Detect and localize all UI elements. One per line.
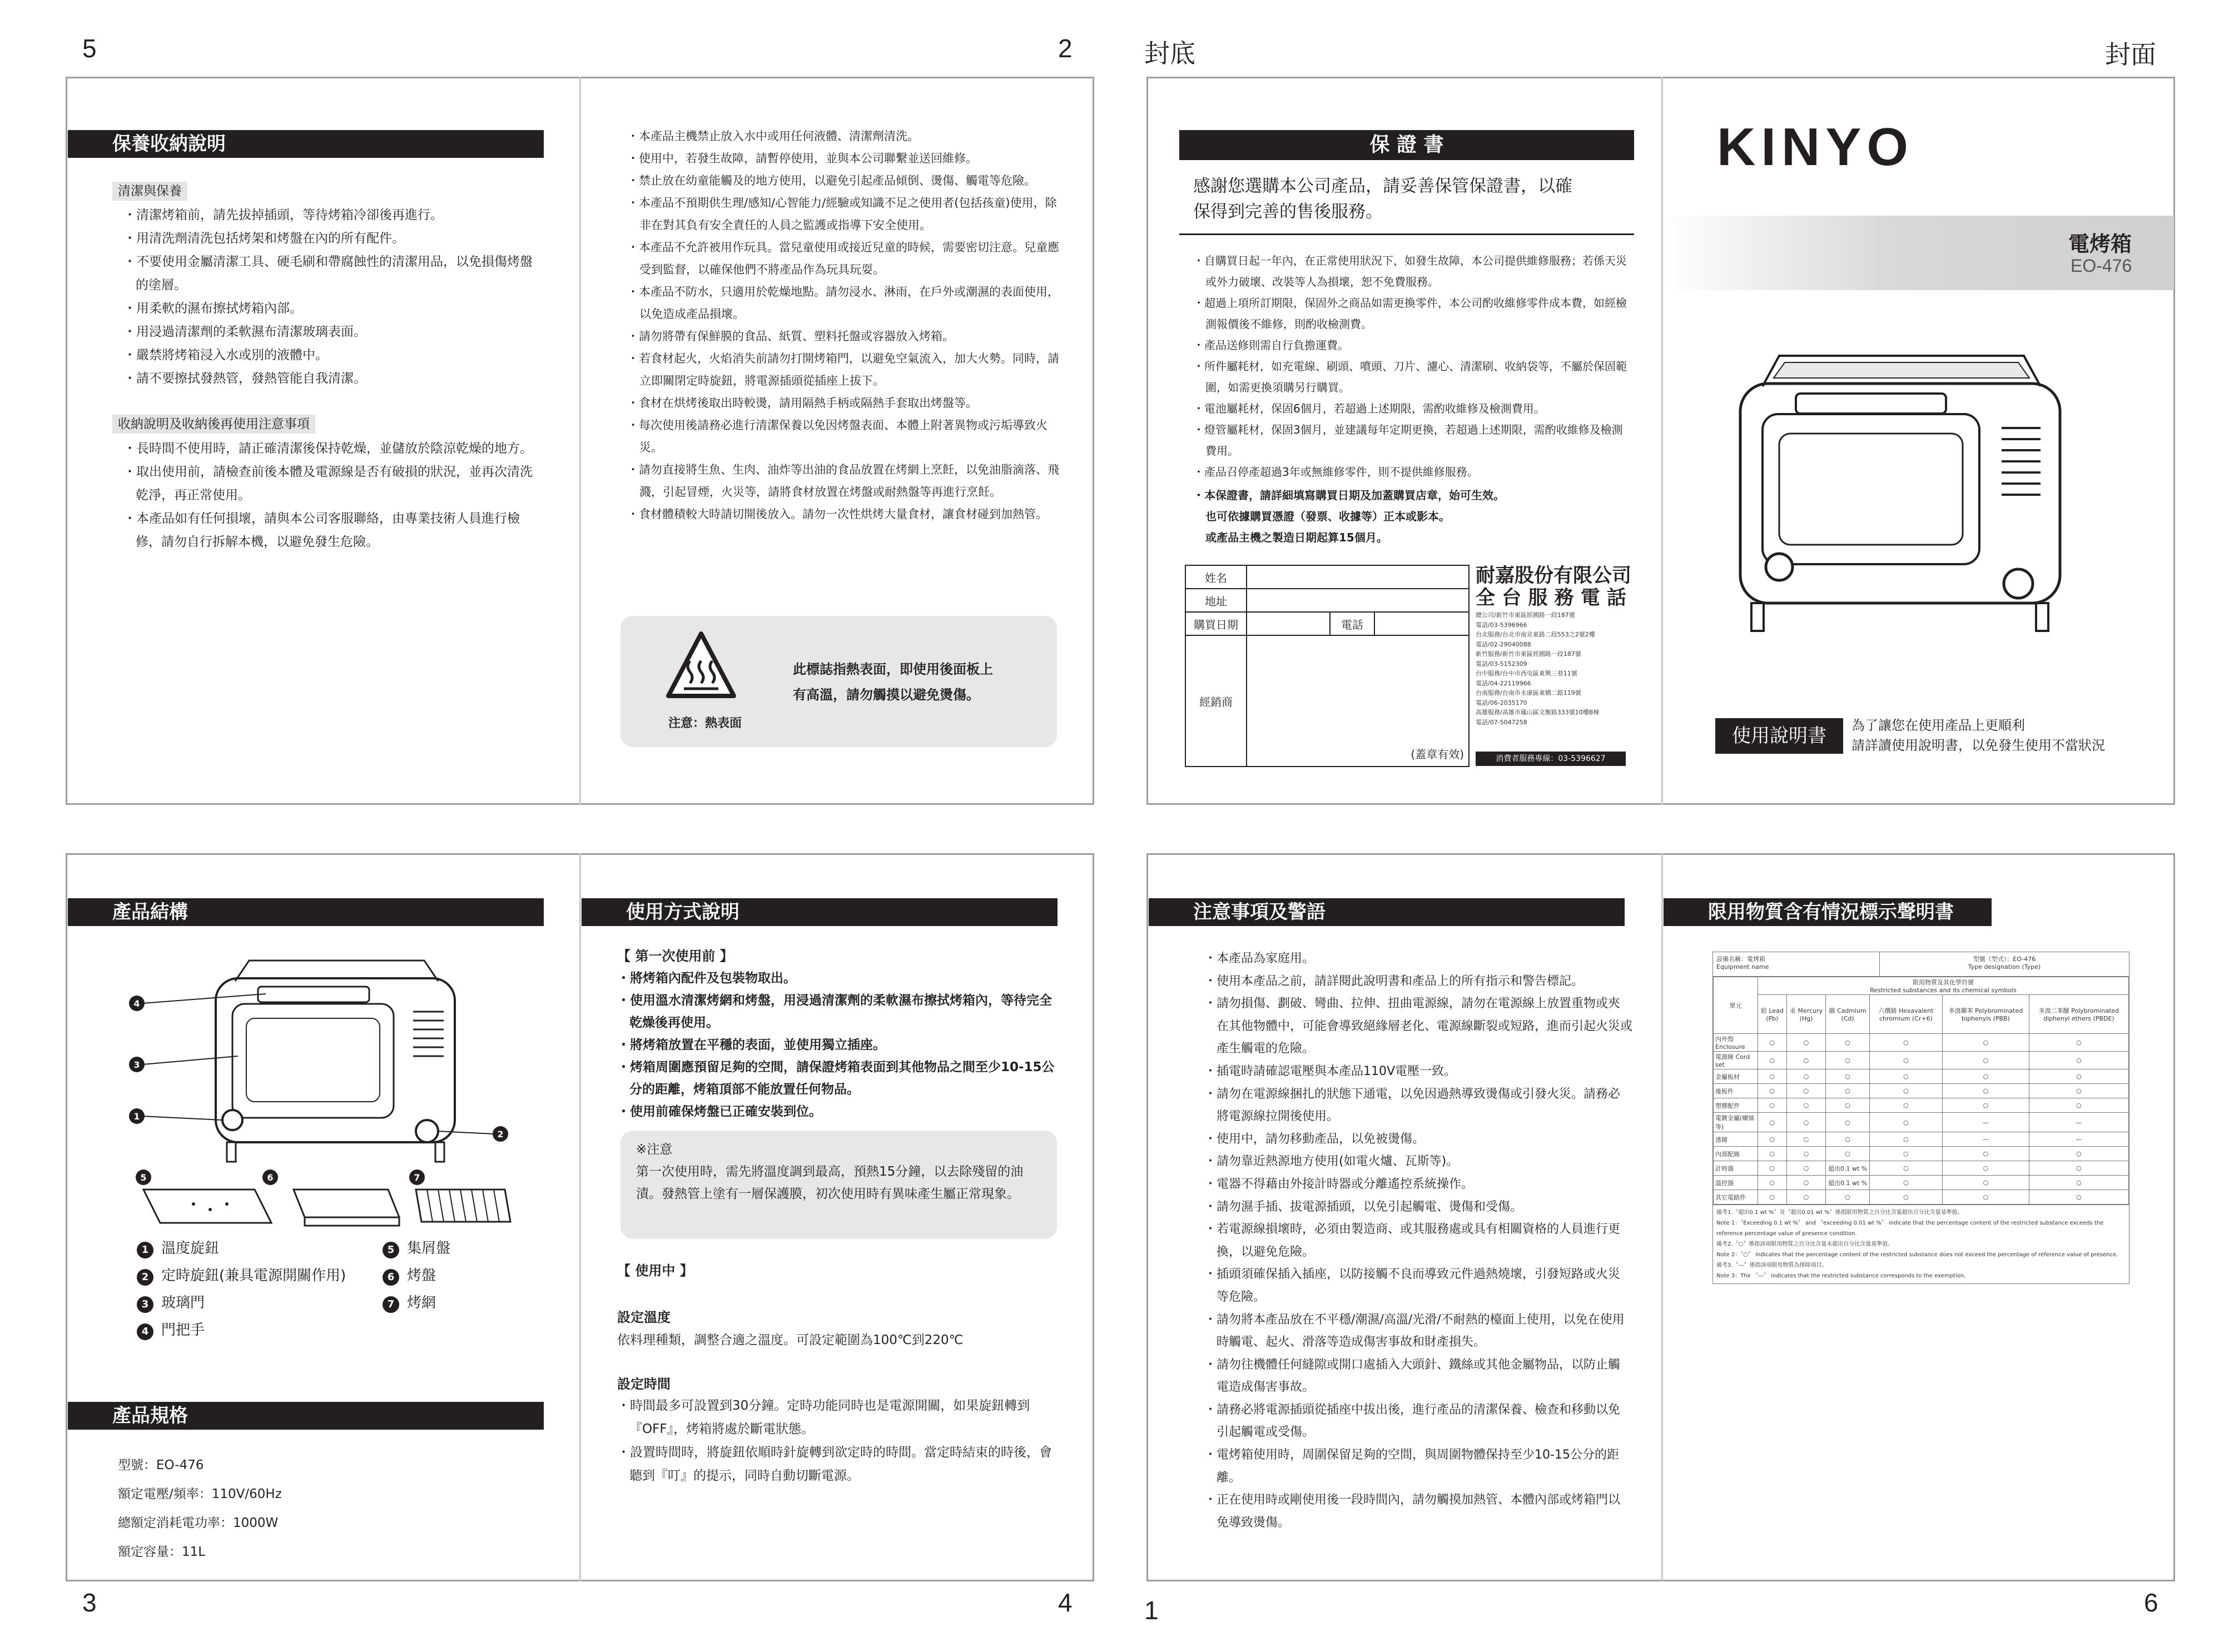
parts-list-left (137, 1235, 346, 1344)
company-name: 耐嘉股份有限公司 (1476, 565, 1632, 587)
warnings-list (1204, 948, 1632, 1534)
in-use-title: 【 使用中 】 (617, 1263, 693, 1278)
rohs-note: 備考2.〝○〞係指該項限用物質之百分比含量未超出百分比含量基準值。 (1716, 1241, 1894, 1247)
set-temp-text: 依料理種類，調整合適之溫度。可設定範圍為100℃到220℃ (617, 1333, 964, 1347)
substance-mercury: 汞 Mercury (Hg) (1786, 995, 1826, 1034)
rohs-cell: — (1943, 1113, 2029, 1132)
part-item: 1 溫度旋鈕 (137, 1235, 346, 1262)
spec-line: 總額定消耗電功率：1000W (118, 1516, 279, 1530)
table-row (1714, 1190, 2129, 1205)
rohs-unit: 金屬板材 (1714, 1069, 1758, 1084)
list-item: ・ 本產品不預期供生理/感知/心智能力/經驗或知識不足之使用者(包括孩童)使用，除非在對其負有安全責任的人員之監護或指導下安全使用。 (627, 192, 1061, 236)
safety-list (627, 125, 1061, 525)
list-item: ・ 電烤箱使用時，周圍保留足夠的空間，與周圍物體保持至少10-15公分的距離。 (1204, 1444, 1632, 1489)
list-item: ・ 燈管屬耗材，保固3個月，並建議每年定期更換，若超過上述期限，需酌收維修及檢測費用。 (1193, 419, 1632, 461)
list-item: ・ 禁止放在幼童能觸及的地方使用，以避免引起產品傾倒、燙傷、觸電等危險。 (627, 170, 1061, 192)
crumb-tray (143, 1190, 271, 1223)
rohs-cell: ○ (1943, 1098, 2029, 1113)
rohs-cell: ○ (1943, 1069, 2029, 1084)
list-item: ・ 食材在烘烤後取出時較燙，請用隔熱手柄或隔熱手套取出烤盤等。 (627, 392, 1061, 414)
substance-lead: 鉛 Lead (Pb) (1758, 995, 1787, 1034)
warranty-thanks-2: 保得到完善的售後服務。 (1193, 202, 1383, 222)
part-item: 4 門把手 (137, 1317, 346, 1344)
list-item: ・ 超過上項所訂期限，保固外之商品如需更換零件，本公司酌收維修零件成本費，如經檢測報價後不維修，則酌收檢測費。 (1193, 292, 1632, 335)
rohs-cell: ○ (1826, 1113, 1870, 1132)
table-row (1714, 1084, 2129, 1098)
rohs-table (1713, 977, 2129, 1205)
contact-line: 電話/03-5152309 (1476, 660, 1527, 668)
rohs-cell: ○ (1786, 1147, 1826, 1161)
bold-note: ・本保證書，請詳細填寫購買日期及加蓋購買店章，始可生效。 (1193, 489, 1505, 502)
list-item: ・ 所件屬耗材，如充電線、刷頭、噴頭、刀片、濾心、清潔刷、收納袋等，不屬於保固範圍，如需更換須購另行購買。 (1193, 356, 1632, 398)
list-item: ・ 使用前確保烤盤已正確安裝到位。 (617, 1101, 1062, 1123)
rohs-cell: ○ (2029, 1176, 2128, 1190)
wire-rack (416, 1190, 510, 1222)
rohs-unit: 內部配線 (1714, 1147, 1758, 1161)
rohs-cell: ○ (1758, 1190, 1787, 1205)
contact-line: 電話/02-29040088 (1476, 640, 1531, 648)
rohs-cell: ○ (1826, 1052, 1870, 1069)
note-title: ※注意 (636, 1142, 673, 1157)
callout-4 (129, 996, 145, 1011)
table-row (1714, 1176, 2129, 1190)
part-item: 5 集屑盤 (383, 1235, 450, 1262)
rohs-cell: ○ (2029, 1069, 2128, 1084)
svg-text:6: 6 (267, 1172, 274, 1183)
rohs-cell: ○ (1758, 1147, 1787, 1161)
list-item: ・ 長時間不使用時，請正確清潔後保持乾燥，並儲放於陰涼乾燥的地方。 (123, 437, 535, 460)
first-use-note-box (620, 1131, 1057, 1239)
rohs-cell: ○ (1758, 1113, 1787, 1132)
svg-text:4: 4 (133, 998, 140, 1009)
contact-line: 新竹服務/新竹市東區經國路一段187號 (1476, 650, 1581, 658)
list-item: ・ 請勿將帶有保鮮膜的食品、紙質、塑料托盤或容器放入烤箱。 (627, 325, 1061, 347)
list-item: ・ 正在使用時或剛使用後一段時間內，請勿觸摸加熱管、本體內部或烤箱門以免導致燙傷。 (1204, 1489, 1632, 1534)
rohs-cell: ○ (1869, 1084, 1942, 1098)
toaster-oven-illustration (1729, 350, 2079, 634)
rohs-cell: ○ (1758, 1098, 1787, 1113)
hot-surface-icon (665, 630, 737, 700)
spec-line: 型號：EO-476 (118, 1458, 204, 1472)
rohs-cell: ○ (1786, 1190, 1826, 1205)
form-label-name: 姓名 (1185, 565, 1247, 589)
contact-line: 台南服務/台南市永康區東橋二路119號 (1476, 689, 1581, 696)
first-use-title: 【 第一次使用前 】 (617, 948, 733, 964)
rohs-cell: — (2029, 1132, 2128, 1147)
rohs-cell: ○ (1786, 1176, 1826, 1190)
list-item: ・ 取出使用前，請檢查前後本體及電源線是否有破損的狀況，並再次清洗乾淨，再正常使用。 (123, 460, 535, 507)
rohs-cell: ○ (1826, 1132, 1870, 1147)
parts-list-right (383, 1235, 450, 1317)
brand-logo: KINYO (1717, 117, 1914, 177)
callout-2 (493, 1126, 508, 1142)
list-item: ・ 插電時請確認電壓與本產品110V電壓一致。 (1204, 1061, 1632, 1083)
rohs-declaration (1712, 952, 2129, 1284)
care-title: 保養收納說明 (68, 130, 544, 158)
rohs-unit: 後板件 (1714, 1084, 1758, 1098)
svg-text:3: 3 (133, 1059, 140, 1070)
list-item: ・ 清潔烤箱前，請先拔掉插頭，等待烤箱冷卻後再進行。 (123, 203, 535, 227)
page-number-6: 6 (2144, 1588, 2158, 1617)
form-field-date[interactable] (1247, 612, 1330, 635)
warranty-title: 保 證 書 (1179, 130, 1634, 160)
clean-subtitle: 清潔與保養 (112, 182, 187, 201)
store-list (123, 437, 535, 554)
table-row (1714, 1132, 2129, 1147)
callout-3 (129, 1057, 145, 1072)
warranty-thanks-1: 感謝您選購本公司產品，請妥善保管保證書，以確 (1193, 176, 1572, 196)
spec-title: 產品規格 (68, 1402, 544, 1430)
rohs-unit: 其它電路件 (1714, 1190, 1758, 1205)
rohs-cell: ○ (1826, 1084, 1870, 1098)
hot-surface-box (620, 616, 1057, 747)
rohs-cell: ○ (1943, 1161, 2029, 1176)
rohs-cell: ○ (1826, 1034, 1870, 1052)
stamp-note: (蓋章有效) (1411, 748, 1464, 761)
rohs-cell: ○ (1869, 1132, 1942, 1147)
contact-line: 高雄服務/高雄市鳳山區文衡路333號10樓B棟 (1476, 709, 1600, 716)
list-item: ・ 請勿將本產品放在不平穩/潮濕/高溫/光滑/不耐熱的檯面上使用，以免在使用時觸電、起火、滑落等造成傷害事故和財產損失。 (1204, 1309, 1632, 1354)
list-item: ・ 自購買日起一年內，在正常使用狀況下，如發生故障，本公司提供維修服務；若係天災或外力破壞、改裝等人為損壞，恕不免費服務。 (1193, 250, 1632, 292)
product-name: 電烤箱 (2068, 232, 2132, 256)
rohs-cell: ○ (1943, 1034, 2029, 1052)
form-label-dealer: 經銷商 (1185, 635, 1247, 767)
list-item: ・ 電池屬耗材，保固6個月，若超過上述期限，需酌收維修及檢測費用。 (1193, 398, 1632, 419)
form-label-date: 購買日期 (1185, 612, 1247, 635)
rohs-cell: ○ (1786, 1052, 1826, 1069)
rohs-cell: 超出0.1 wt % (1826, 1161, 1870, 1176)
contact-list (1476, 610, 1599, 727)
list-item: ・ 本產品為家庭用。 (1204, 948, 1632, 971)
list-item: ・ 嚴禁將烤箱浸入水或別的液體中。 (123, 344, 535, 367)
list-item: ・ 請勿在電源線捆扎的狀態下通電，以免因過熱導致燙傷或引發火災。請務必將電源線拉開後使用。 (1204, 1083, 1632, 1128)
rohs-unit: 透鏡 (1714, 1132, 1758, 1147)
fold-line (1661, 853, 1663, 1581)
form-field-dealer[interactable] (1247, 635, 1469, 767)
list-item: ・ 將烤箱內配件及包裝物取出。 (617, 967, 1062, 989)
list-item: ・ 請勿濕手插、拔電源插頭，以免引起觸電、燙傷和受傷。 (1204, 1196, 1632, 1219)
substance-cadmium: 鎘 Cadmium (Cd) (1826, 995, 1870, 1034)
page-number-2: 2 (1058, 34, 1073, 63)
svg-text:2: 2 (497, 1129, 504, 1140)
rohs-cell: ○ (1943, 1190, 2029, 1205)
rohs-unit: 溫控器 (1714, 1176, 1758, 1190)
set-time-list (617, 1394, 1062, 1487)
manual-text-1: 為了讓您在使用產品上更順利 (1851, 718, 2025, 733)
callout-1 (129, 1108, 145, 1124)
substance-chromium: 六價鉻 Hexavalent chromium (Cr+6) (1869, 995, 1942, 1034)
rohs-note: 備考1.〝超出0.1 wt %〞及〝超出0.01 wt %〞係指限用物質之百分比含量超出百分比含量基準值。 (1716, 1210, 1963, 1216)
contact-line: 電話/04-22119966 (1476, 679, 1531, 687)
list-item: ・ 使用本產品之前，請詳閱此說明書和產品上的所有指示和警告標記。 (1204, 971, 1632, 993)
hot-surface-text-2: 有高溫，請勿觸摸以避免燙傷。 (793, 687, 980, 703)
table-row (1714, 1052, 2129, 1069)
rohs-cell: ○ (2029, 1034, 2128, 1052)
rohs-cell: ○ (1758, 1161, 1787, 1176)
rohs-unit: 內外殼 Enclosure (1714, 1034, 1758, 1052)
rohs-cell: ○ (1869, 1190, 1942, 1205)
rohs-cell: ○ (1758, 1052, 1787, 1069)
device-label: 設備名稱：電烤箱 (1716, 956, 1765, 963)
fold-line (1661, 77, 1663, 805)
rohs-cell: ○ (2029, 1161, 2128, 1176)
list-item: ・ 若電源線損壞時，必須由製造商、或其服務處或具有相關資格的人員進行更換，以避免危險。 (1204, 1218, 1632, 1263)
rohs-cell: ○ (1826, 1069, 1870, 1084)
rohs-cell: ○ (1758, 1069, 1787, 1084)
rohs-cell: ○ (1869, 1176, 1942, 1190)
rohs-unit: 塑膠配件 (1714, 1098, 1758, 1113)
unit-header: 單元 (1714, 977, 1758, 1034)
list-item: ・ 產品送修則需自行負擔運費。 (1193, 335, 1632, 356)
list-item: ・ 本產品不防水，只適用於乾燥地點。請勿浸水、淋雨，在戶外或潮濕的表面使用，以免造成產品損壞。 (627, 281, 1061, 325)
hotline: 消費者服務專線：03-5396627 (1476, 752, 1626, 766)
rohs-cell: 超出0.1 wt % (1826, 1176, 1870, 1190)
type-label-en: Type designation (Type) (1968, 963, 2041, 971)
list-item: ・ 使用中，若發生故障，請暫停使用，並與本公司聯繫並送回維修。 (627, 147, 1061, 170)
spec-line: 額定容量：11L (118, 1545, 206, 1559)
list-item: ・ 使用中，請勿移動產品，以免被燙傷。 (1204, 1128, 1632, 1151)
rohs-cell: ○ (1786, 1084, 1826, 1098)
callout-5 (136, 1170, 151, 1185)
baking-pan (294, 1190, 399, 1226)
rohs-cell: ○ (1826, 1190, 1870, 1205)
callout-6 (262, 1170, 278, 1185)
contact-line: 台中服務/台中市西屯區東興三巷11號 (1476, 670, 1577, 677)
table-row (1714, 1069, 2129, 1084)
svg-text:5: 5 (140, 1172, 147, 1183)
rohs-unit: 電鍍金屬(螺絲等) (1714, 1113, 1758, 1132)
rohs-cell: ○ (1869, 1034, 1942, 1052)
table-row (1714, 1113, 2129, 1132)
rohs-cell: ○ (1943, 1147, 2029, 1161)
rohs-cell: ○ (1869, 1069, 1942, 1084)
rohs-title: 限用物質含有情況標示聲明書 (1664, 898, 1992, 926)
rohs-cell: ○ (1869, 1113, 1942, 1132)
form-label-phone: 電話 (1330, 612, 1374, 635)
rohs-cell: ○ (1869, 1098, 1942, 1113)
rohs-cell: ○ (1786, 1132, 1826, 1147)
clean-list (123, 203, 535, 390)
list-item: ・ 請勿損傷、劃破、彎曲、拉伸、扭曲電源線，請勿在電源線上放置重物或夾在其他物體中，可能會導致絕緣層老化、電源線斷裂或短路，進而引起火災或產生觸電的危險。 (1204, 993, 1632, 1061)
rohs-cell: ○ (1869, 1161, 1942, 1176)
rohs-header-row (1713, 952, 2129, 977)
rohs-cell: ○ (1786, 1161, 1826, 1176)
rohs-note: 備考3.〝—〞係指該項限用物質為排除項目。 (1716, 1262, 1828, 1268)
rohs-note: Note 2：〝○〞 indicates that the percentage content of the restricted substance does not exceed the percentage of reference value of presence. (1716, 1252, 2118, 1258)
set-temp-title: 設定溫度 (617, 1310, 671, 1325)
page-label-front: 封面 (2105, 40, 2156, 69)
list-item: ・ 烤箱周圍應預留足夠的空間，請保證烤箱表面到其他物品之間至少10-15公分的距離，烤箱頂部不能放置任何物品。 (617, 1056, 1062, 1101)
divider (1179, 233, 1634, 235)
part-item: 2 定時旋鈕(兼具電源開關作用) (137, 1262, 346, 1290)
contact-line: 電話/06-2035170 (1476, 699, 1527, 706)
list-item: ・ 將烤箱放置在平穩的表面，並使用獨立插座。 (617, 1034, 1062, 1056)
contact-line: 電話/07-5047258 (1476, 718, 1527, 726)
warranty-list (1193, 250, 1632, 482)
rohs-unit: 電源線 Cord set (1714, 1052, 1758, 1069)
substance-pbde: 多溴二苯醚 Polybrominated diphenyl ethers (PBDE) (2029, 995, 2128, 1034)
rohs-cell: ○ (1943, 1176, 2029, 1190)
bold-note: 或產品主機之製造日期起算15個月。 (1205, 531, 1388, 544)
rohs-cell: ○ (2029, 1098, 2128, 1113)
list-item: ・ 不要使用金屬清潔工具、硬毛刷和帶腐蝕性的清潔用品，以免損傷烤盤的塗層。 (123, 250, 535, 297)
list-item: ・ 若食材起火，火焰消失前請勿打開烤箱門，以避免空氣流入，加大火勢。同時，請立即關閉定時旋鈕，將電源插頭從插座上拔下。 (627, 347, 1061, 392)
page-number-5: 5 (82, 34, 97, 63)
table-row (1714, 1034, 2129, 1052)
warranty-form (1185, 565, 1470, 767)
list-item: ・ 每次使用後請務必進行清潔保養以免因烤盤表面、本體上附著異物或污垢導致火災。 (627, 414, 1061, 459)
rohs-cell: — (1943, 1132, 2029, 1147)
table-row (1714, 1161, 2129, 1176)
list-item: ・ 請不要擦拭發熱管，發熱管能自我清潔。 (123, 367, 535, 390)
rohs-cell: ○ (1786, 1113, 1826, 1132)
contact-line: 台北服務/台北市南京東路二段553之2號2樓 (1476, 631, 1595, 638)
list-item: ・ 食材體積較大時請切開後放入。請勿一次性烘烤大量食材，讓食材碰到加熱管。 (627, 503, 1061, 525)
list-item: ・ 本產品不允許被用作玩具。當兒童使用或接近兒童的時候，需要密切注意。兒童應受到監督，以確保他們不將產品作為玩具玩耍。 (627, 236, 1061, 281)
rohs-cell: ○ (2029, 1190, 2128, 1205)
rohs-cell: ○ (1869, 1147, 1942, 1161)
set-time-title: 設定時間 (617, 1376, 671, 1392)
list-item: ・ 電器不得藉由外接計時器或分離遙控系統操作。 (1204, 1173, 1632, 1196)
page-number-4: 4 (1058, 1588, 1073, 1617)
contact-line: 電話/03-5396966 (1476, 621, 1527, 629)
note-text: 第一次使用時，需先將溫度調到最高，預熱15分鐘，以去除殘留的油漬。發熱管上塗有一層保護膜，初次使用時有異味產生屬正常現象。 (636, 1165, 1024, 1201)
rohs-cell: ○ (1826, 1147, 1870, 1161)
manual-label: 使用說明書 (1715, 718, 1843, 754)
hot-surface-label: 注意：熱表面 (668, 716, 742, 730)
rohs-cell: ○ (1786, 1069, 1826, 1084)
rohs-note: Note 3：The 〝—〞 indicates that the restricted substance corresponds to the exemption. (1716, 1273, 1966, 1279)
list-item: ・ 插頭須確保插入插座，以防接觸不良而導致元件過熱燒壞，引發短路或火災等危險。 (1204, 1263, 1632, 1308)
model-number: EO-476 (2071, 256, 2132, 276)
form-field-address[interactable] (1247, 589, 1469, 612)
rohs-cell: ○ (2029, 1052, 2128, 1069)
contact-line: 總公司/新竹市東區經國路一段187號 (1476, 611, 1575, 619)
rohs-notes (1713, 1205, 2129, 1283)
rohs-cell: ○ (1758, 1034, 1787, 1052)
list-item: ・ 請務必將電源插頭從插座中拔出後，進行產品的清潔保養、檢查和移動以免引起觸電或受傷。 (1204, 1399, 1632, 1444)
list-item: ・ 本產品如有任何損壞，請與本公司客服聯絡，由專業技術人員進行檢修，請勿自行拆解本機，以避免發生危險。 (123, 507, 535, 554)
substance-pbb: 多溴聯苯 Polybrominated biphenyls (PBB) (1943, 995, 2029, 1034)
fold-line (579, 853, 581, 1581)
usage-title: 使用方式說明 (582, 898, 1058, 926)
list-item: ・ 時間最多可設置到30分鐘。定時功能同時也是電源開關，如果旋鈕轉到『OFF』，烤箱將處於斷電狀態。 (617, 1394, 1062, 1441)
rohs-cell: ○ (1758, 1176, 1787, 1190)
rohs-cell: ○ (1869, 1052, 1942, 1069)
form-field-phone[interactable] (1374, 612, 1469, 635)
rohs-cell: ○ (1758, 1132, 1787, 1147)
hot-surface-text-1: 此標誌指熱表面，即使用後面板上 (793, 661, 993, 677)
rohs-cell: ○ (1826, 1098, 1870, 1113)
rohs-cell: — (2029, 1113, 2128, 1132)
spec-line: 額定電壓/頻率：110V/60Hz (118, 1487, 282, 1501)
list-item: ・ 本產品主機禁止放入水中或用任何液體、清潔劑清洗。 (627, 125, 1061, 147)
manual-text-2: 請詳讀使用說明書，以免發生使用不當狀況 (1851, 738, 2105, 753)
svg-text:7: 7 (414, 1172, 420, 1183)
rohs-cell: ○ (1786, 1034, 1826, 1052)
svg-text:1: 1 (133, 1111, 140, 1122)
warnings-title: 注意事項及警語 (1149, 898, 1625, 926)
rohs-unit: 計時器 (1714, 1161, 1758, 1176)
list-item: ・ 用柔軟的濕布擦拭烤箱內部。 (123, 297, 535, 320)
list-item: ・ 設置時間時，將旋鈕依順時針旋轉到欲定時的時間。當定時結束的時後，會聽到『叮』的提示，同時自動切斷電源。 (617, 1441, 1062, 1487)
form-field-name[interactable] (1247, 565, 1469, 589)
callout-7 (409, 1170, 425, 1185)
table-row (1714, 1147, 2129, 1161)
substance-header: 限用物質及其化學符號 Restricted substances and its chemical symbols (1758, 977, 2129, 995)
part-item: 3 玻璃門 (137, 1290, 346, 1317)
rohs-cell: ○ (2029, 1084, 2128, 1098)
type-label: 型號（型式）：EO-476 (1973, 956, 2036, 963)
list-item: ・ 用浸過清潔劑的柔軟濕布清潔玻璃表面。 (123, 320, 535, 344)
company-service-line: 全 台 服 務 電 話 (1476, 587, 1626, 609)
part-item: 6 烤盤 (383, 1262, 450, 1290)
list-item: ・ 產品召停產超過3年或無維修零件，則不提供維修服務。 (1193, 461, 1632, 482)
spec-list (118, 1451, 282, 1566)
page-number-1: 1 (1144, 1596, 1159, 1625)
page-label-back: 封底 (1144, 39, 1195, 68)
list-item: ・ 使用溫水清潔烤網和烤盤，用浸過清潔劑的柔軟濕布擦拭烤箱內，等待完全乾燥後再使用。 (617, 989, 1062, 1034)
list-item: ・ 請勿靠近熱源地方使用(如電火爐、瓦斯等)。 (1204, 1151, 1632, 1173)
structure-title: 產品結構 (68, 898, 544, 926)
rohs-note: Note 1：〝Exceeding 0.1 wt %〞 and 〝exceeding 0.01 wt %〞 indicate that the percentage content of the restricted substance exceeds the reference percentage value of presence condition. (1716, 1220, 2104, 1237)
page-number-3: 3 (82, 1588, 97, 1617)
store-subtitle: 收納說明及收納後再使用注意事項 (112, 415, 315, 434)
list-item: ・ 請勿往機體任何縫隙或開口處插入大頭針、鐵絲或其他金屬物品，以防止觸電造成傷害事故。 (1204, 1354, 1632, 1399)
rohs-cell: ○ (1786, 1098, 1826, 1113)
device-label-en: Equipment name (1716, 963, 1769, 971)
list-item: ・ 請勿直接將生魚、生肉、油炸等出油的食品放置在烤網上烹飪，以免油脂滴落、飛濺，引起冒煙，火災等，請將食材放置在烤盤或耐熱盤等再進行烹飪。 (627, 459, 1061, 503)
rohs-cell: ○ (1943, 1052, 2029, 1069)
rohs-cell: ○ (2029, 1147, 2128, 1161)
fold-line (579, 77, 581, 805)
warranty-bold-notes (1193, 485, 1632, 548)
rohs-cell: ○ (1758, 1084, 1787, 1098)
first-use-list (617, 967, 1062, 1123)
form-label-address: 地址 (1185, 589, 1247, 612)
list-item: ・ 用清洗劑清洗包括烤架和烤盤在內的所有配件。 (123, 227, 535, 250)
bold-note: 也可依據購買憑證（發票、收據等）正本或影本。 (1205, 510, 1450, 523)
table-row (1714, 1098, 2129, 1113)
rohs-cell: ○ (1943, 1084, 2029, 1098)
part-item: 7 烤網 (383, 1290, 450, 1317)
